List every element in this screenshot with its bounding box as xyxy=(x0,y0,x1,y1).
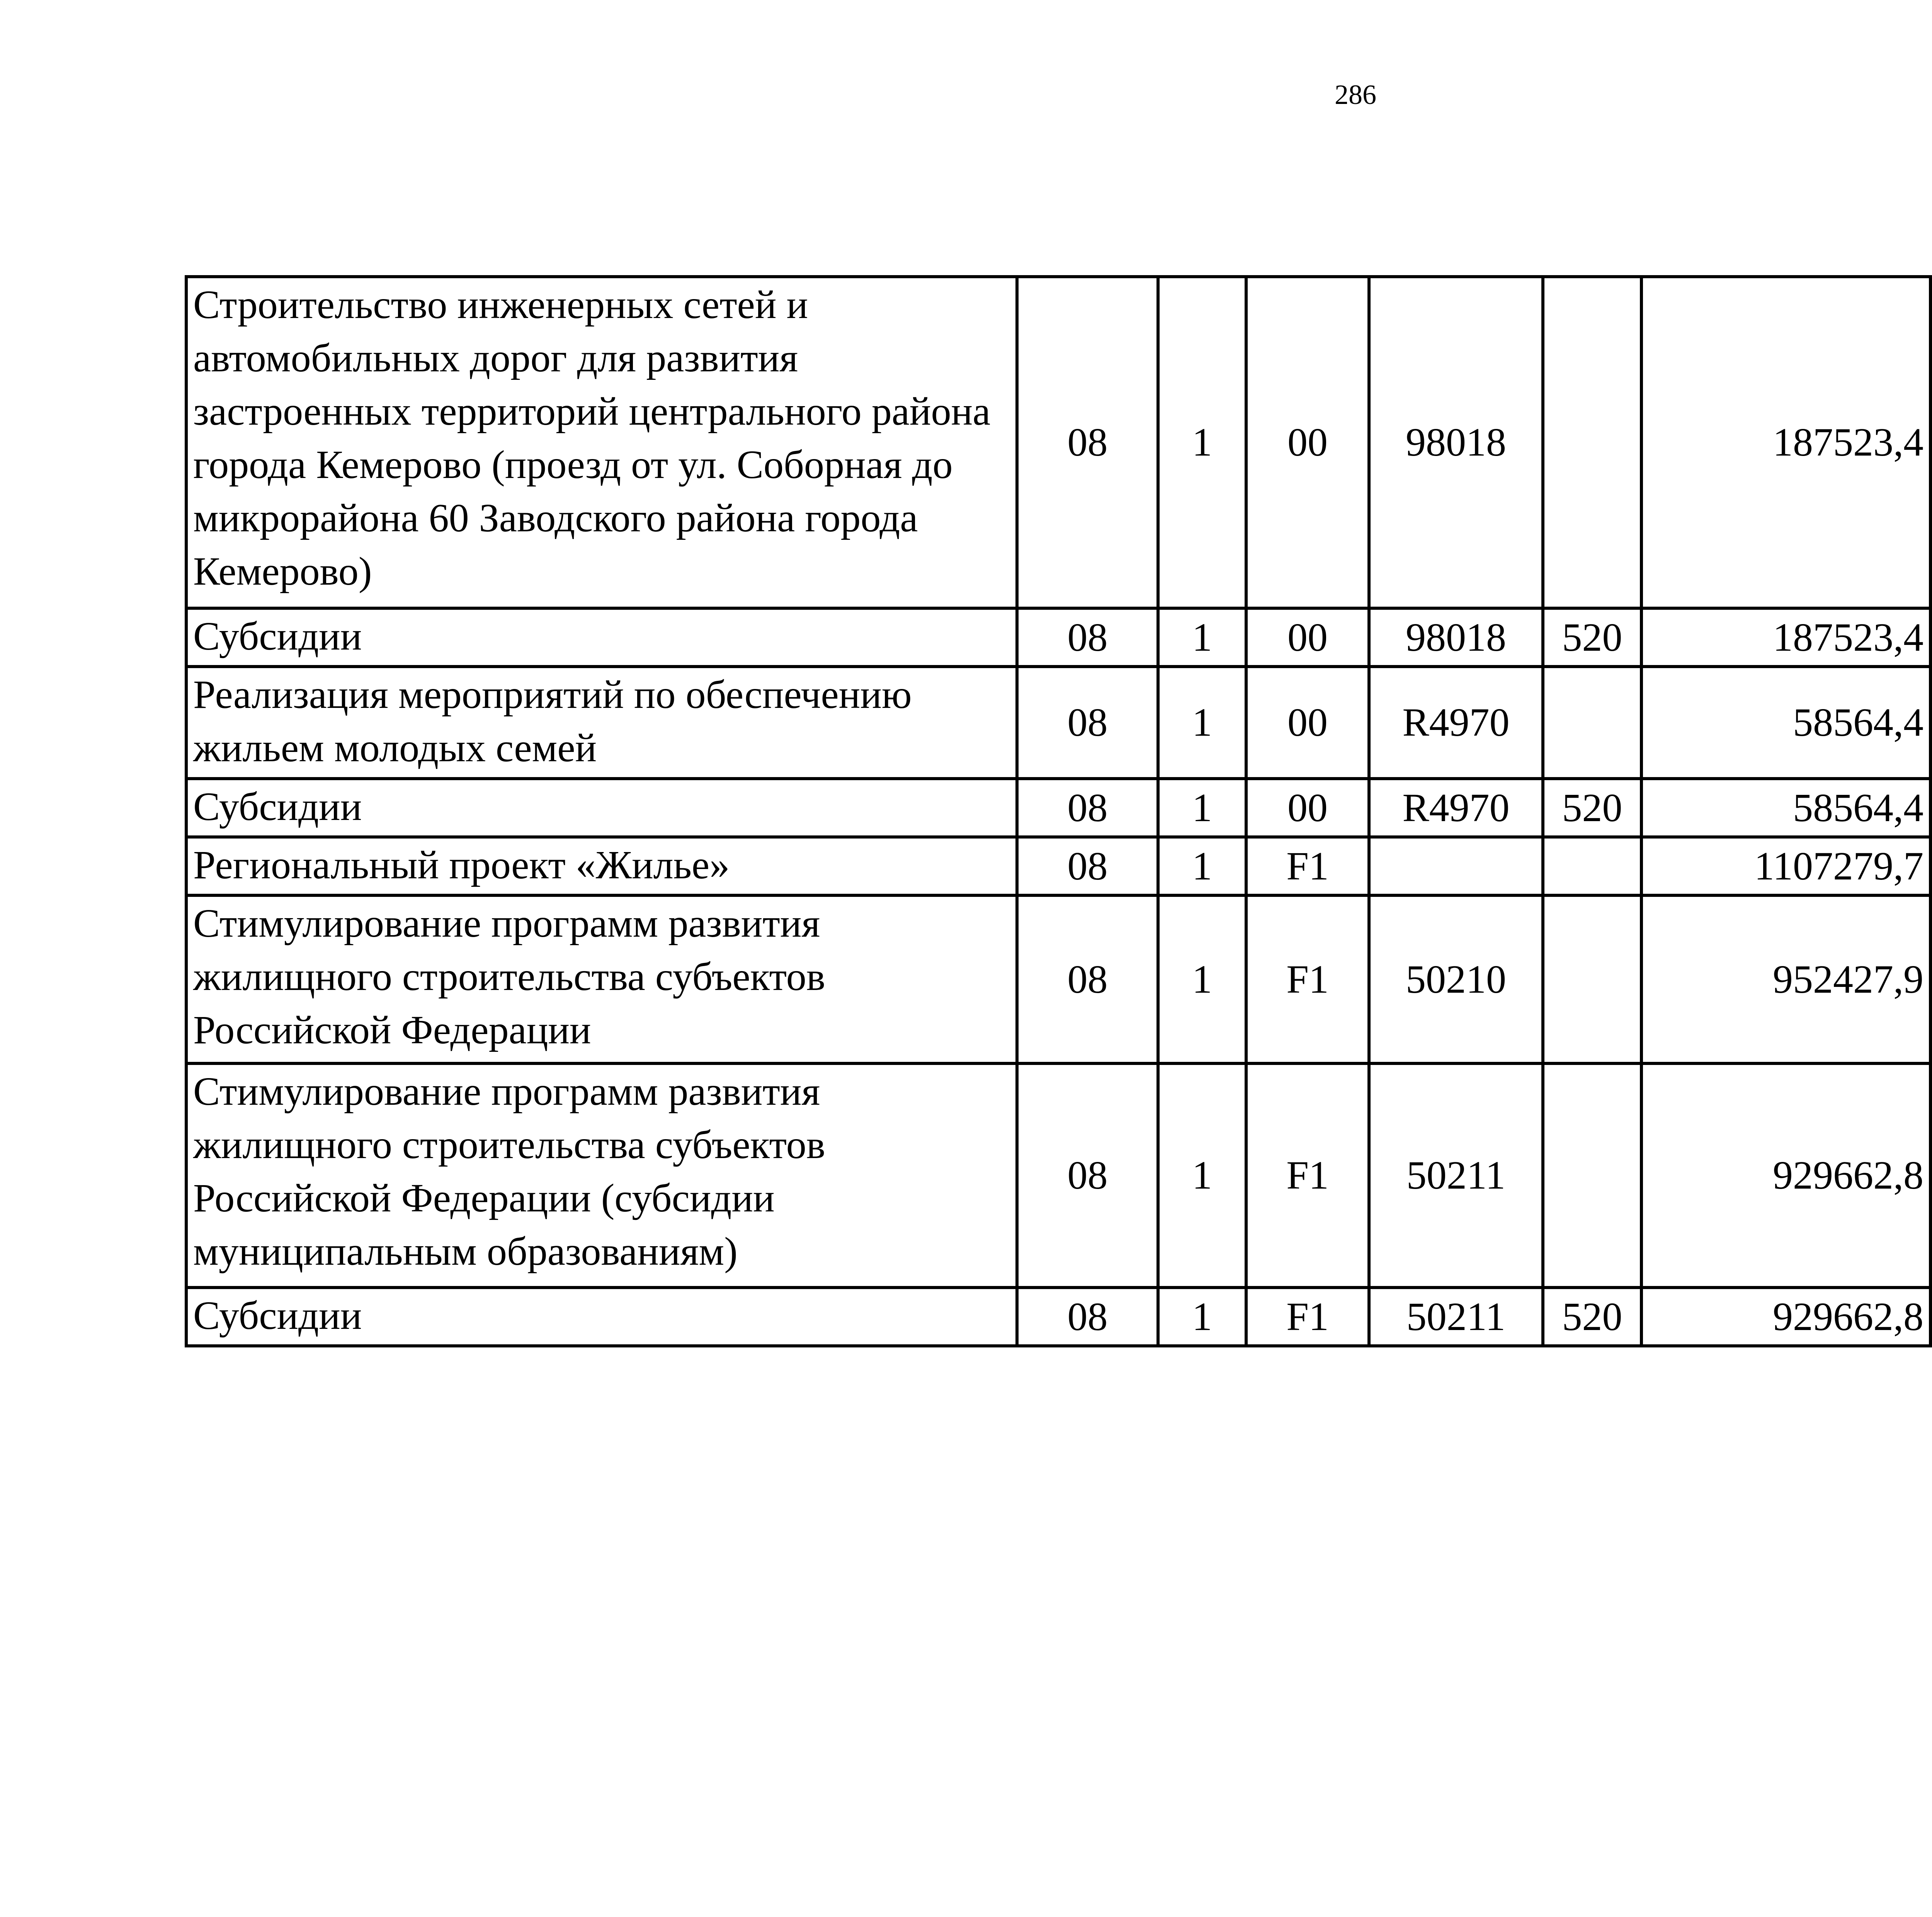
program-code: 1 xyxy=(1158,837,1246,895)
amount-year-2 xyxy=(1930,779,1932,837)
expense-type-code xyxy=(1543,667,1641,779)
direction-code: R4970 xyxy=(1369,779,1543,837)
amount-year-1: 58564,4 xyxy=(1641,667,1930,779)
table-row xyxy=(186,837,1932,895)
expense-type-code xyxy=(1543,1063,1641,1288)
row-name: Субсидии xyxy=(186,779,1017,837)
direction-code: 98018 xyxy=(1369,608,1543,667)
section-code: 08 xyxy=(1017,667,1158,779)
amount-year-2 xyxy=(1930,837,1932,895)
amount-year-1: 929662,8 xyxy=(1641,1063,1930,1288)
section-code: 08 xyxy=(1017,277,1158,608)
table-row xyxy=(186,277,1932,608)
row-name: Стимулирование программ развития жилищного строительства субъектов Российской Федерации (субсидии муниципальным образованиям) xyxy=(186,1063,1017,1288)
subprogram-code: 00 xyxy=(1246,779,1369,837)
table-row xyxy=(186,1063,1932,1288)
expense-type-code xyxy=(1543,895,1641,1063)
amount-year-1: 58564,4 xyxy=(1641,779,1930,837)
direction-code: 50211 xyxy=(1369,1288,1543,1346)
program-code: 1 xyxy=(1158,895,1246,1063)
row-name: Региональный проект «Жилье» xyxy=(186,837,1017,895)
program-code: 1 xyxy=(1158,1288,1246,1346)
amount-year-2 xyxy=(1930,667,1932,779)
subprogram-code: 00 xyxy=(1246,277,1369,608)
section-code: 08 xyxy=(1017,779,1158,837)
expense-type-code xyxy=(1543,837,1641,895)
direction-code: R4970 xyxy=(1369,667,1543,779)
table-row xyxy=(186,608,1932,667)
subprogram-code: F1 xyxy=(1246,895,1369,1063)
direction-code: 50210 xyxy=(1369,895,1543,1063)
program-code: 1 xyxy=(1158,277,1246,608)
table-row xyxy=(186,895,1932,1063)
section-code: 08 xyxy=(1017,895,1158,1063)
expense-type-code xyxy=(1543,277,1641,608)
amount-year-1: 187523,4 xyxy=(1641,277,1930,608)
direction-code xyxy=(1369,837,1543,895)
program-code: 1 xyxy=(1158,608,1246,667)
section-code: 08 xyxy=(1017,608,1158,667)
table-row xyxy=(186,779,1932,837)
amount-year-2 xyxy=(1930,1063,1932,1288)
subprogram-code: 00 xyxy=(1246,608,1369,667)
amount-year-2 xyxy=(1930,895,1932,1063)
amount-year-1: 929662,8 xyxy=(1641,1288,1930,1346)
page-number: 286 xyxy=(1335,79,1376,110)
subprogram-code: F1 xyxy=(1246,1288,1369,1346)
subprogram-code: F1 xyxy=(1246,837,1369,895)
subprogram-code: 00 xyxy=(1246,667,1369,779)
expense-type-code: 520 xyxy=(1543,779,1641,837)
expense-type-code: 520 xyxy=(1543,608,1641,667)
amount-year-2 xyxy=(1930,608,1932,667)
section-code: 08 xyxy=(1017,837,1158,895)
direction-code: 50211 xyxy=(1369,1063,1543,1288)
amount-year-2 xyxy=(1930,1288,1932,1346)
expense-type-code: 520 xyxy=(1543,1288,1641,1346)
amount-year-1: 952427,9 xyxy=(1641,895,1930,1063)
row-name: Субсидии xyxy=(186,608,1017,667)
direction-code: 98018 xyxy=(1369,277,1543,608)
program-code: 1 xyxy=(1158,667,1246,779)
budget-table xyxy=(185,275,1932,1347)
section-code: 08 xyxy=(1017,1063,1158,1288)
program-code: 1 xyxy=(1158,1063,1246,1288)
section-code: 08 xyxy=(1017,1288,1158,1346)
row-name: Стимулирование программ развития жилищного строительства субъектов Российской Федерации xyxy=(186,895,1017,1063)
row-name: Реализация мероприятий по обеспечению жильем молодых семей xyxy=(186,667,1017,779)
table-row xyxy=(186,1288,1932,1346)
program-code: 1 xyxy=(1158,779,1246,837)
amount-year-1: 1107279,7 xyxy=(1641,837,1930,895)
row-name: Субсидии xyxy=(186,1288,1017,1346)
amount-year-2 xyxy=(1930,277,1932,608)
subprogram-code: F1 xyxy=(1246,1063,1369,1288)
amount-year-1: 187523,4 xyxy=(1641,608,1930,667)
row-name: Строительство инженерных сетей и автомобильных дорог для развития застроенных территорий центрального района города Кемерово (проезд от ул. Соборная до микрорайона 60 Заводского района города Кемерово) xyxy=(186,277,1017,608)
table-row xyxy=(186,667,1932,779)
